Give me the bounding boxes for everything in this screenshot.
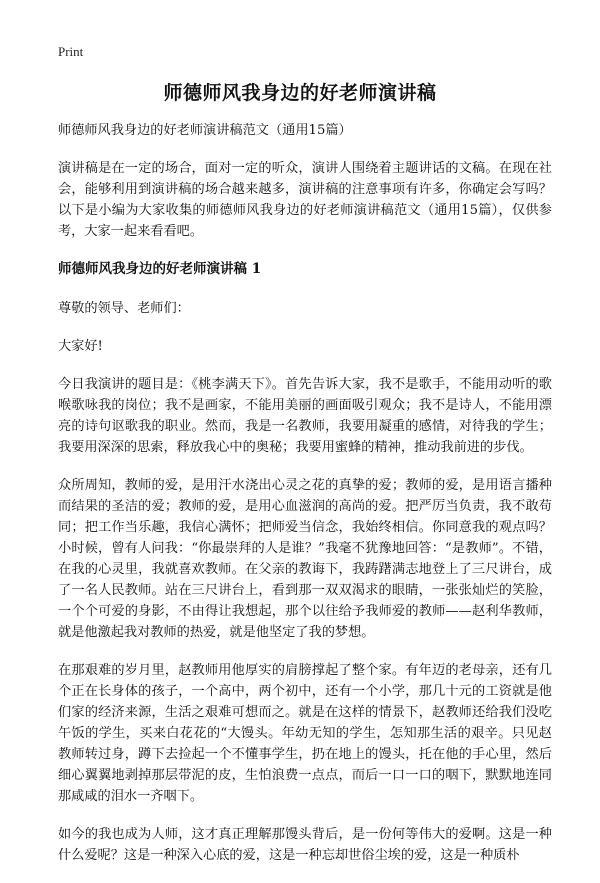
body-paragraph-1: 今日我演讲的题目是：《桃李满天下》。首先告诉大家，我不是歌手，不能用动听的歌喉歌咏我的岗位；我不是画家，不能用美丽的画面吸引观众；我不是诗人，不能用漂亮的诗句讴歌我的职业。然而，我是一名教师，我要用凝重的感情，对待我的学生；我要用深深的思索，释放我心中的奥秘；我要用蜜蜂的精神，推动我前进的步伐。 (58, 377, 552, 455)
hello-line: 大家好! (58, 339, 103, 354)
article-body (58, 120, 552, 883)
body-paragraph-4: 如今的我也成为人师，这才真正理解那馒头背后，是一份何等伟大的爱啊。这是一种什么爱呢？这是一种深入心底的爱，这是一种忘却世俗尘埃的爱，这是一种质朴 (58, 827, 552, 863)
document-subtitle: 师德师风我身边的好老师演讲稿范文（通用15篇） (58, 123, 352, 138)
section-heading: 师德师风我身边的好老师演讲稿 1 (58, 261, 262, 277)
body-paragraph-2: 众所周知，教师的爱，是用汗水浇出心灵之花的真挚的爱；教师的爱，是用语言播种而结果的圣洁的爱；教师的爱，是用心血滋润的高尚的爱。把严厉当负责，我不敢苟同；把工作当乐趣，我信心满怀；把师爱当信念，我始终相信。你同意我的观点吗？小时候，曾有人问我：“你最崇拜的人是谁？”我毫不犹豫地回答：“是教师”。不错，在我的心灵里，我就喜欢教师。在父亲的教诲下，我踌躇满志地登上了三尺讲台，成了一名人民教师。站在三尺讲台上，看到那一双双渴求的眼睛，一张张灿烂的笑脸，一个个可爱的身影，不由得让我想起，那个以往给予我师爱的教师——赵利华教师，就是他激起我对教师的热爱，就是他坚定了我的梦想。 (58, 478, 552, 640)
print-link[interactable]: Print (58, 44, 84, 59)
greeting-line: 尊敬的领导、老师们： (58, 301, 190, 316)
page-title: 师德师风我身边的好老师演讲稿 (163, 82, 437, 104)
body-paragraph-3: 在那艰难的岁月里，赵教师用他厚实的肩膀撑起了整个家。有年迈的老母亲，还有几个正在长身体的孩子，一个高中，两个初中，还有一个小学，那几十元的工资就是他们家的经济来源，生活之艰难可想而之。就是在这样的情景下，赵教师还给我们没吃午饭的学生，买来白花花的“大馒头。年幼无知的学生，怎知那生活的艰辛。只见赵教师转过身，蹲下去捡起一个不懂事学生，扔在地上的馒头，托在他的手心里，然后细心翼翼地剥掉那层带泥的皮，生怕浪费一点点，而后一口一口的咽下，默默地连同那咸咸的泪水一齐咽下。 (58, 663, 552, 804)
intro-paragraph: 演讲稿是在一定的场合，面对一定的听众，演讲人围绕着主题讲话的文稿。在现在社会，能够利用到演讲稿的场合越来越多，演讲稿的注意事项有许多，你确定会写吗？以下是小编为大家收集的师德师风我身边的好老师演讲稿范文（通用15篇），仅供参考，大家一起来看看吧。 (58, 161, 552, 239)
